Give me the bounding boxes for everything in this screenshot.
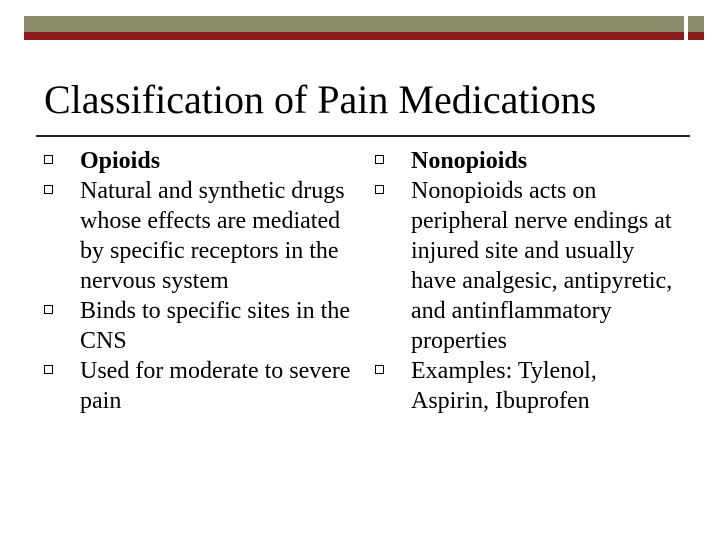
corner-square-olive xyxy=(688,16,704,32)
hollow-square-icon xyxy=(44,365,53,374)
hollow-square-icon xyxy=(375,365,384,374)
left-bullet-item xyxy=(44,146,364,176)
left-bullet-text: Used for moderate to severe pain xyxy=(80,358,351,414)
left-bullet-text: Binds to specific sites in the CNS xyxy=(80,298,350,354)
header-band-olive xyxy=(24,16,684,32)
right-bullet-list xyxy=(375,146,675,416)
hollow-square-icon xyxy=(375,155,384,164)
hollow-square-icon xyxy=(375,185,384,194)
right-bullet-text: Examples: Tylenol, Aspirin, Ibuprofen xyxy=(411,358,597,414)
right-bullet-item xyxy=(375,146,675,176)
right-bullet-item xyxy=(375,176,675,356)
title-divider xyxy=(36,135,690,137)
right-bullet-text: Nonopioids xyxy=(411,148,528,174)
hollow-square-icon xyxy=(44,155,53,164)
left-bullet-item xyxy=(44,296,364,356)
header-band xyxy=(24,16,684,40)
left-bullet-item xyxy=(44,356,364,416)
hollow-square-icon xyxy=(44,185,53,194)
left-bullet-text: Natural and synthetic drugs whose effects are mediated by specific receptors in the nervous system xyxy=(80,178,345,294)
corner-square-red xyxy=(688,32,704,40)
header-corner-square xyxy=(688,16,704,40)
right-bullet-text: Nonopioids acts on peripheral nerve endings at injured site and usually have analgesic, antipyretic, and antinflammatory properties xyxy=(411,178,673,354)
right-bullet-item xyxy=(375,356,675,416)
slide-title: Classification of Pain Medications xyxy=(44,77,597,122)
left-bullet-list xyxy=(44,146,364,416)
left-bullet-item xyxy=(44,176,364,296)
header-band-red xyxy=(24,32,684,40)
left-bullet-text: Opioids xyxy=(80,148,161,174)
hollow-square-icon xyxy=(44,305,53,314)
